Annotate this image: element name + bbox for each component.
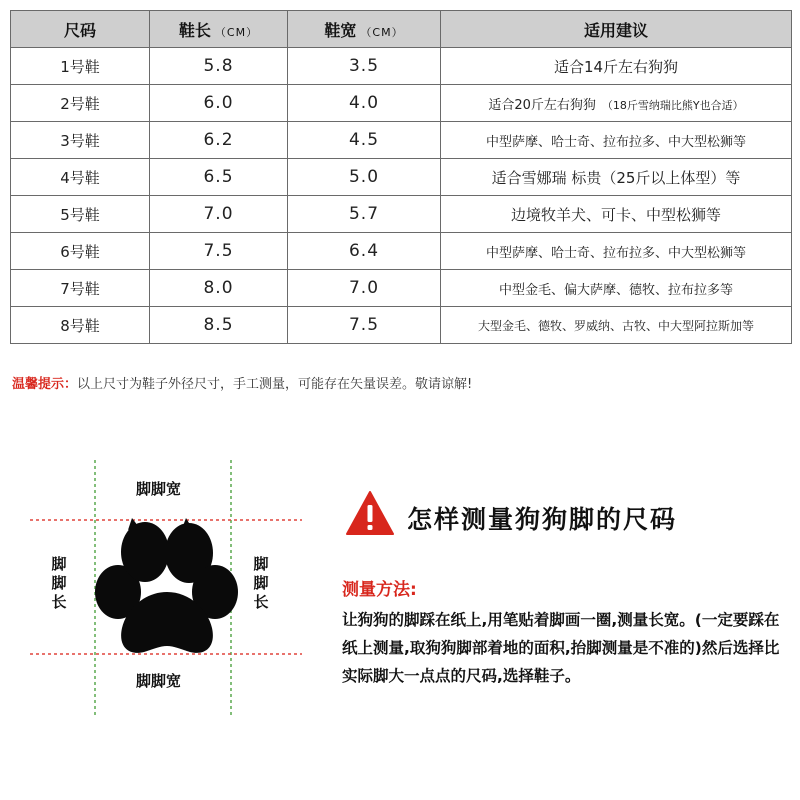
cell-size: 6号鞋 [11,233,150,270]
method-label: 测量方法: [342,580,417,600]
cell-advice: 大型金毛、德牧、罗威纳、古牧、中大型阿拉斯加等 [441,307,792,344]
width-label-top: 脚脚宽 [136,480,182,498]
cell-size: 4号鞋 [11,159,150,196]
header-length: 鞋长 （CM） [150,11,288,48]
cell-width: 6.4 [288,233,441,270]
table-row [11,233,792,270]
cell-width: 3.5 [288,48,441,85]
measure-method [342,575,782,690]
table-row [11,159,792,196]
table-row [11,270,792,307]
cell-advice: 中型金毛、偏大萨摩、德牧、拉布拉多等 [441,270,792,307]
cell-length: 6.0 [150,85,288,122]
tip-note [12,373,472,392]
cell-advice: 适合20斤左右狗狗 （18斤雪纳瑞比熊Y也合适） [441,85,792,122]
cell-advice: 中型萨摩、哈士奇、拉布拉多、中大型松狮等 [441,122,792,159]
cell-advice: 中型萨摩、哈士奇、拉布拉多、中大型松狮等 [441,233,792,270]
tip-label: 温馨提示： [12,377,78,392]
cell-length: 6.5 [150,159,288,196]
size-table [10,10,792,344]
cell-size: 5号鞋 [11,196,150,233]
cell-length: 5.8 [150,48,288,85]
cell-size: 7号鞋 [11,270,150,307]
measure-heading [345,490,765,538]
cell-length: 8.5 [150,307,288,344]
cell-width: 4.0 [288,85,441,122]
table-row [11,122,792,159]
cell-advice: 适合14斤左右狗狗 [441,48,792,85]
cell-width: 5.0 [288,159,441,196]
table-row [11,196,792,233]
table-row [11,48,792,85]
header-width: 鞋宽 （CM） [288,11,441,48]
method-text: 让狗狗的脚踩在纸上,用笔贴着脚画一圈,测量长宽。(一定要踩在纸上测量,取狗狗脚部着地的面积,抬脚测量是不准的)然后选择比实际脚大一点点的尺码,选择鞋子。 [342,611,780,685]
cell-width: 5.7 [288,196,441,233]
cell-width: 7.5 [288,307,441,344]
tip-text: 以上尺寸为鞋子外径尺寸，手工测量，可能存在矢量误差。敬请谅解! [77,377,473,392]
cell-size: 1号鞋 [11,48,150,85]
paw-icon [95,518,238,653]
warning-icon [345,490,395,536]
cell-width: 4.5 [288,122,441,159]
header-size: 尺码 [11,11,150,48]
cell-length: 7.0 [150,196,288,233]
length-label-right: 脚脚长 [253,555,269,611]
cell-advice: 适合雪娜瑞 标贵（25斤以上体型）等 [441,159,792,196]
cell-size: 3号鞋 [11,122,150,159]
cell-size: 8号鞋 [11,307,150,344]
cell-size: 2号鞋 [11,85,150,122]
header-advice: 适用建议 [441,11,792,48]
heading-title: 怎样测量狗狗脚的尺码 [407,505,678,534]
cell-length: 8.0 [150,270,288,307]
cell-length: 7.5 [150,233,288,270]
table-row [11,307,792,344]
table-header-row [11,11,792,48]
cell-width: 7.0 [288,270,441,307]
width-label-bottom: 脚脚宽 [136,672,182,690]
table-row [11,85,792,122]
cell-length: 6.2 [150,122,288,159]
length-label-left: 脚脚长 [51,555,67,611]
cell-advice: 边境牧羊犬、可卡、中型松狮等 [441,196,792,233]
paw-measure-diagram [30,460,302,716]
